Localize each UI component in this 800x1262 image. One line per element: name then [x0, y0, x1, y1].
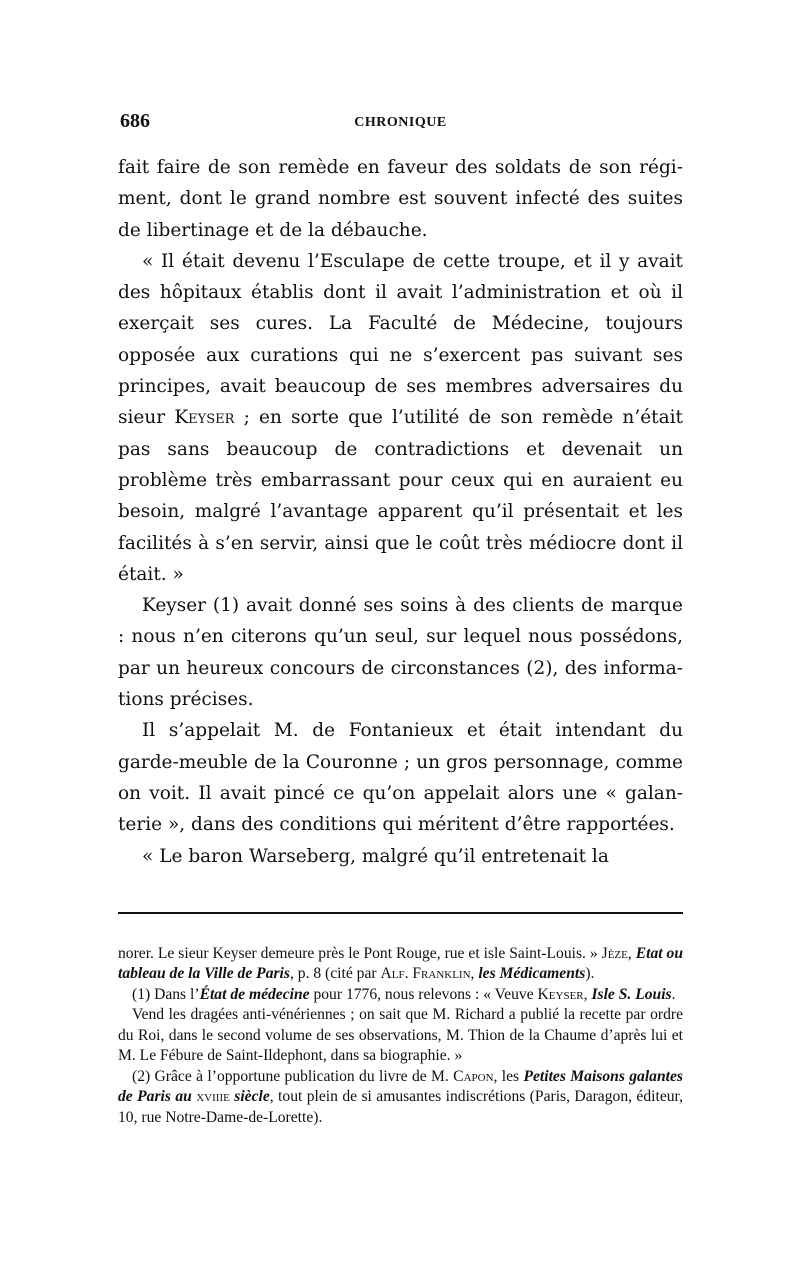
footnote-2: [118, 1067, 683, 1129]
author-capon: Capon: [453, 1067, 494, 1085]
footnote-text: (2) Grâce à l’opportune publication du livre de M.: [132, 1067, 454, 1085]
main-text: [118, 152, 683, 872]
title-medicaments: les Médicaments: [478, 965, 586, 983]
page-number: 686: [120, 110, 150, 132]
page-header: [118, 110, 683, 140]
paragraph-2-text-a: « Il était devenu l’Esculape de cette troupe, et il y avait des hôpitaux établis dont il avait l’administration et où il exerçait ses cures. La Faculté de Médecine, toujours opposée aux curations qui ne s’exercent pas suivant ses principes, avait beaucoup de ses membres adversaires du sieur: [118, 250, 683, 429]
running-head: CHRONIQUE: [354, 115, 447, 130]
footnote-text: pour 1776, nous relevons : « Veuve: [309, 985, 538, 1003]
author-jeze: Jèze: [601, 944, 628, 962]
footnotes: [118, 944, 683, 1129]
word-siecle: siècle: [234, 1088, 270, 1106]
name-keyser: Keyser: [174, 407, 235, 429]
title-petites-maisons: Petites Maisons galantes de Paris au: [118, 1067, 683, 1106]
footnote-rule: [118, 912, 683, 914]
century-numeral: xviiie: [191, 1088, 235, 1106]
paragraph-4: Il s’appelait M. de Fontanieux et était intendant du garde-meuble de la Couronne ; un gros personnage, comme on voit. Il avait pincé ce qu’on appelait alors une « galanterie », dans des conditions qui méritent d’être rapportées.: [118, 720, 683, 836]
title-etat-ville-paris: Etat ou tableau de la Ville de Paris: [118, 944, 684, 983]
paragraph-1: fait faire de son remède en faveur des soldats de son régiment, dont le grand nombre est souvent infecté des suites de libertinage et de la débauche.: [118, 157, 683, 241]
footnote-text: (1) Dans l’: [132, 985, 200, 1003]
footnote-text: , tout plein de si amusantes indiscrétions (Paris, Daragon, éditeur, 10, rue Notre-Dame-de-Lorette).: [118, 1088, 683, 1126]
paragraph-2: [118, 246, 683, 590]
author-franklin: Alf. Franklin: [380, 965, 471, 983]
footnote-text: ).: [585, 965, 595, 983]
footnote-text: ,: [470, 965, 479, 983]
paragraph-5: « Le baron Warseberg, malgré qu’il entretenait la: [142, 845, 609, 867]
title-etat-medecine: État de médecine: [199, 985, 310, 1003]
paragraph-3: Keyser (1) avait donné ses soins à des clients de marque : nous n’en citerons qu’un seul, sur lequel nous possédons, par un heureux concours de circonstances (2), des informations précises.: [118, 595, 683, 711]
footnote-continuation: [118, 944, 683, 985]
footnote-1-continued: Vend les dragées anti-vénériennes ; on sait que M. Richard a publié la recette par ordre du Roi, dans le second volume de ses observations, M. Thion de la Chaume d’après lui et M. Le Fébure de Saint-Ildephont, dans sa biographie. »: [118, 1006, 683, 1065]
footnote-text: .: [671, 985, 676, 1003]
place-isle-s-louis: Isle S. Louis: [591, 985, 672, 1003]
paragraph-2-text-b: ; en sorte que l’utilité de son remède n’était pas sans beaucoup de contradictions et devenait un problème très embarrassant pour ceux qui en auraient eu besoin, malgré l’avantage apparent qu’il présentait et les facilités à s’en servir, ainsi que le coût très médiocre dont il était. »: [118, 407, 683, 585]
name-keyser-note: Keyser: [537, 985, 584, 1003]
footnote-text: norer. Le sieur Keyser demeure près le Pont Rouge, rue et isle Saint-Louis. »: [118, 944, 602, 962]
footnote-text: ,: [583, 985, 592, 1003]
footnote-text: , les: [493, 1067, 524, 1085]
book-page: [118, 110, 683, 1128]
footnote-text: , p. 8 (cité par: [289, 965, 381, 983]
footnote-1: [118, 985, 683, 1006]
footnote-text: ,: [627, 944, 636, 962]
